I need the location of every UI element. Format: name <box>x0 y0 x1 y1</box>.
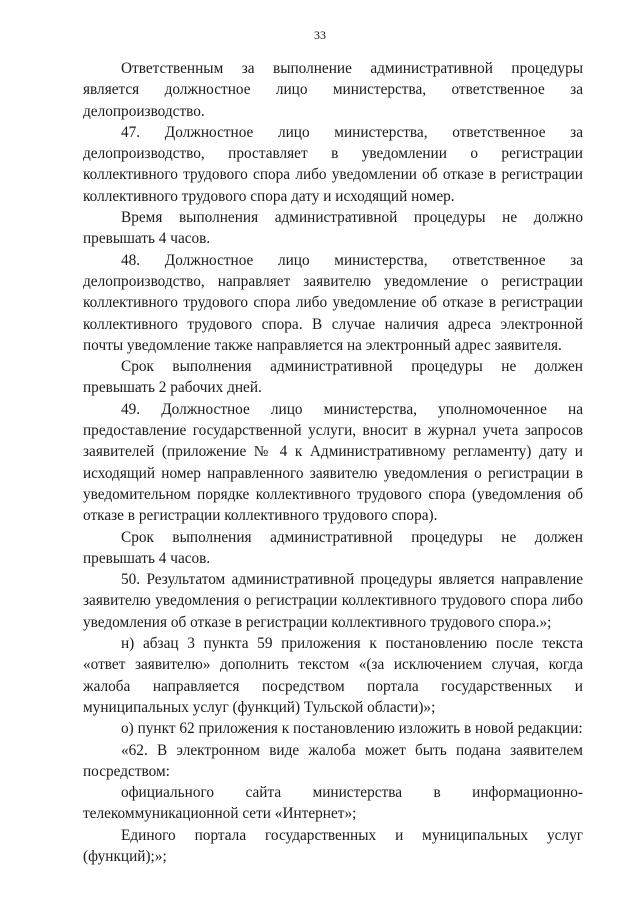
paragraph-62-portal: Единого портала государственных и муниципальных услуг (функций);»; <box>83 826 583 865</box>
paragraph-responsible: Ответственным за выполнение административной процедуры является должностное лицо министерства, ответственное за делопроизводство. <box>83 60 583 120</box>
paragraph-47: 47. Должностное лицо министерства, ответственное за делопроизводство, проставляет в уведомлении о регистрации коллективного трудового спора либо уведомлении об отказе в регистрации коллективного трудового спора дату и исходящий номер. <box>83 123 583 205</box>
paragraph-47-time: Время выполнения административной процедуры не должно превышать 4 часов. <box>83 209 583 248</box>
paragraph-48: 48. Должностное лицо министерства, ответственное за делопроизводство, направляет заявителю уведомление о регистрации коллективного трудового спора либо уведомление об отказе в регистрации коллективного трудового спора. В случае наличия адреса электронной почты уведомление также направляется на электронный адрес заявителя. <box>83 251 583 354</box>
document-body <box>83 58 583 867</box>
paragraph-n: н) абзац 3 пункта 59 приложения к постановлению после текста «ответ заявителю» дополнить текстом «(за исключением случая, когда жалоба направляется посредством портала государственных и муниципальных услуг (функций) Тульской области)»; <box>83 635 583 716</box>
page-number: 33 <box>314 28 326 42</box>
paragraph-62-site: официального сайта министерства в информационно-телекоммуникационной сети «Интернет»; <box>83 784 583 823</box>
paragraph-49-time: Срок выполнения административной процедуры не должен превышать 4 часов. <box>83 528 583 567</box>
paragraph-50: 50. Результатом административной процедуры является направление заявителю уведомления о регистрации коллективного трудового спора либо уведомления об отказе в регистрации коллективного трудового спора.»; <box>83 571 583 631</box>
paragraph-49: 49. Должностное лицо министерства, уполномоченное на предоставление государственной услуги, вносит в журнал учета запросов заявителей (приложение № 4 к Административному регламенту) дату и исходящий номер направленного заявителю уведомления о регистрации в уведомительном порядке коллективного трудового спора (уведомления об отказе в регистрации коллективного трудового спора). <box>83 400 583 525</box>
paragraph-48-time: Срок выполнения административной процедуры не должен превышать 2 рабочих дней. <box>83 358 583 397</box>
paragraph-62: «62. В электронном виде жалоба может быть подана заявителем посредством: <box>83 741 583 780</box>
paragraph-o: о) пункт 62 приложения к постановлению изложить в новой редакции: <box>121 720 583 738</box>
